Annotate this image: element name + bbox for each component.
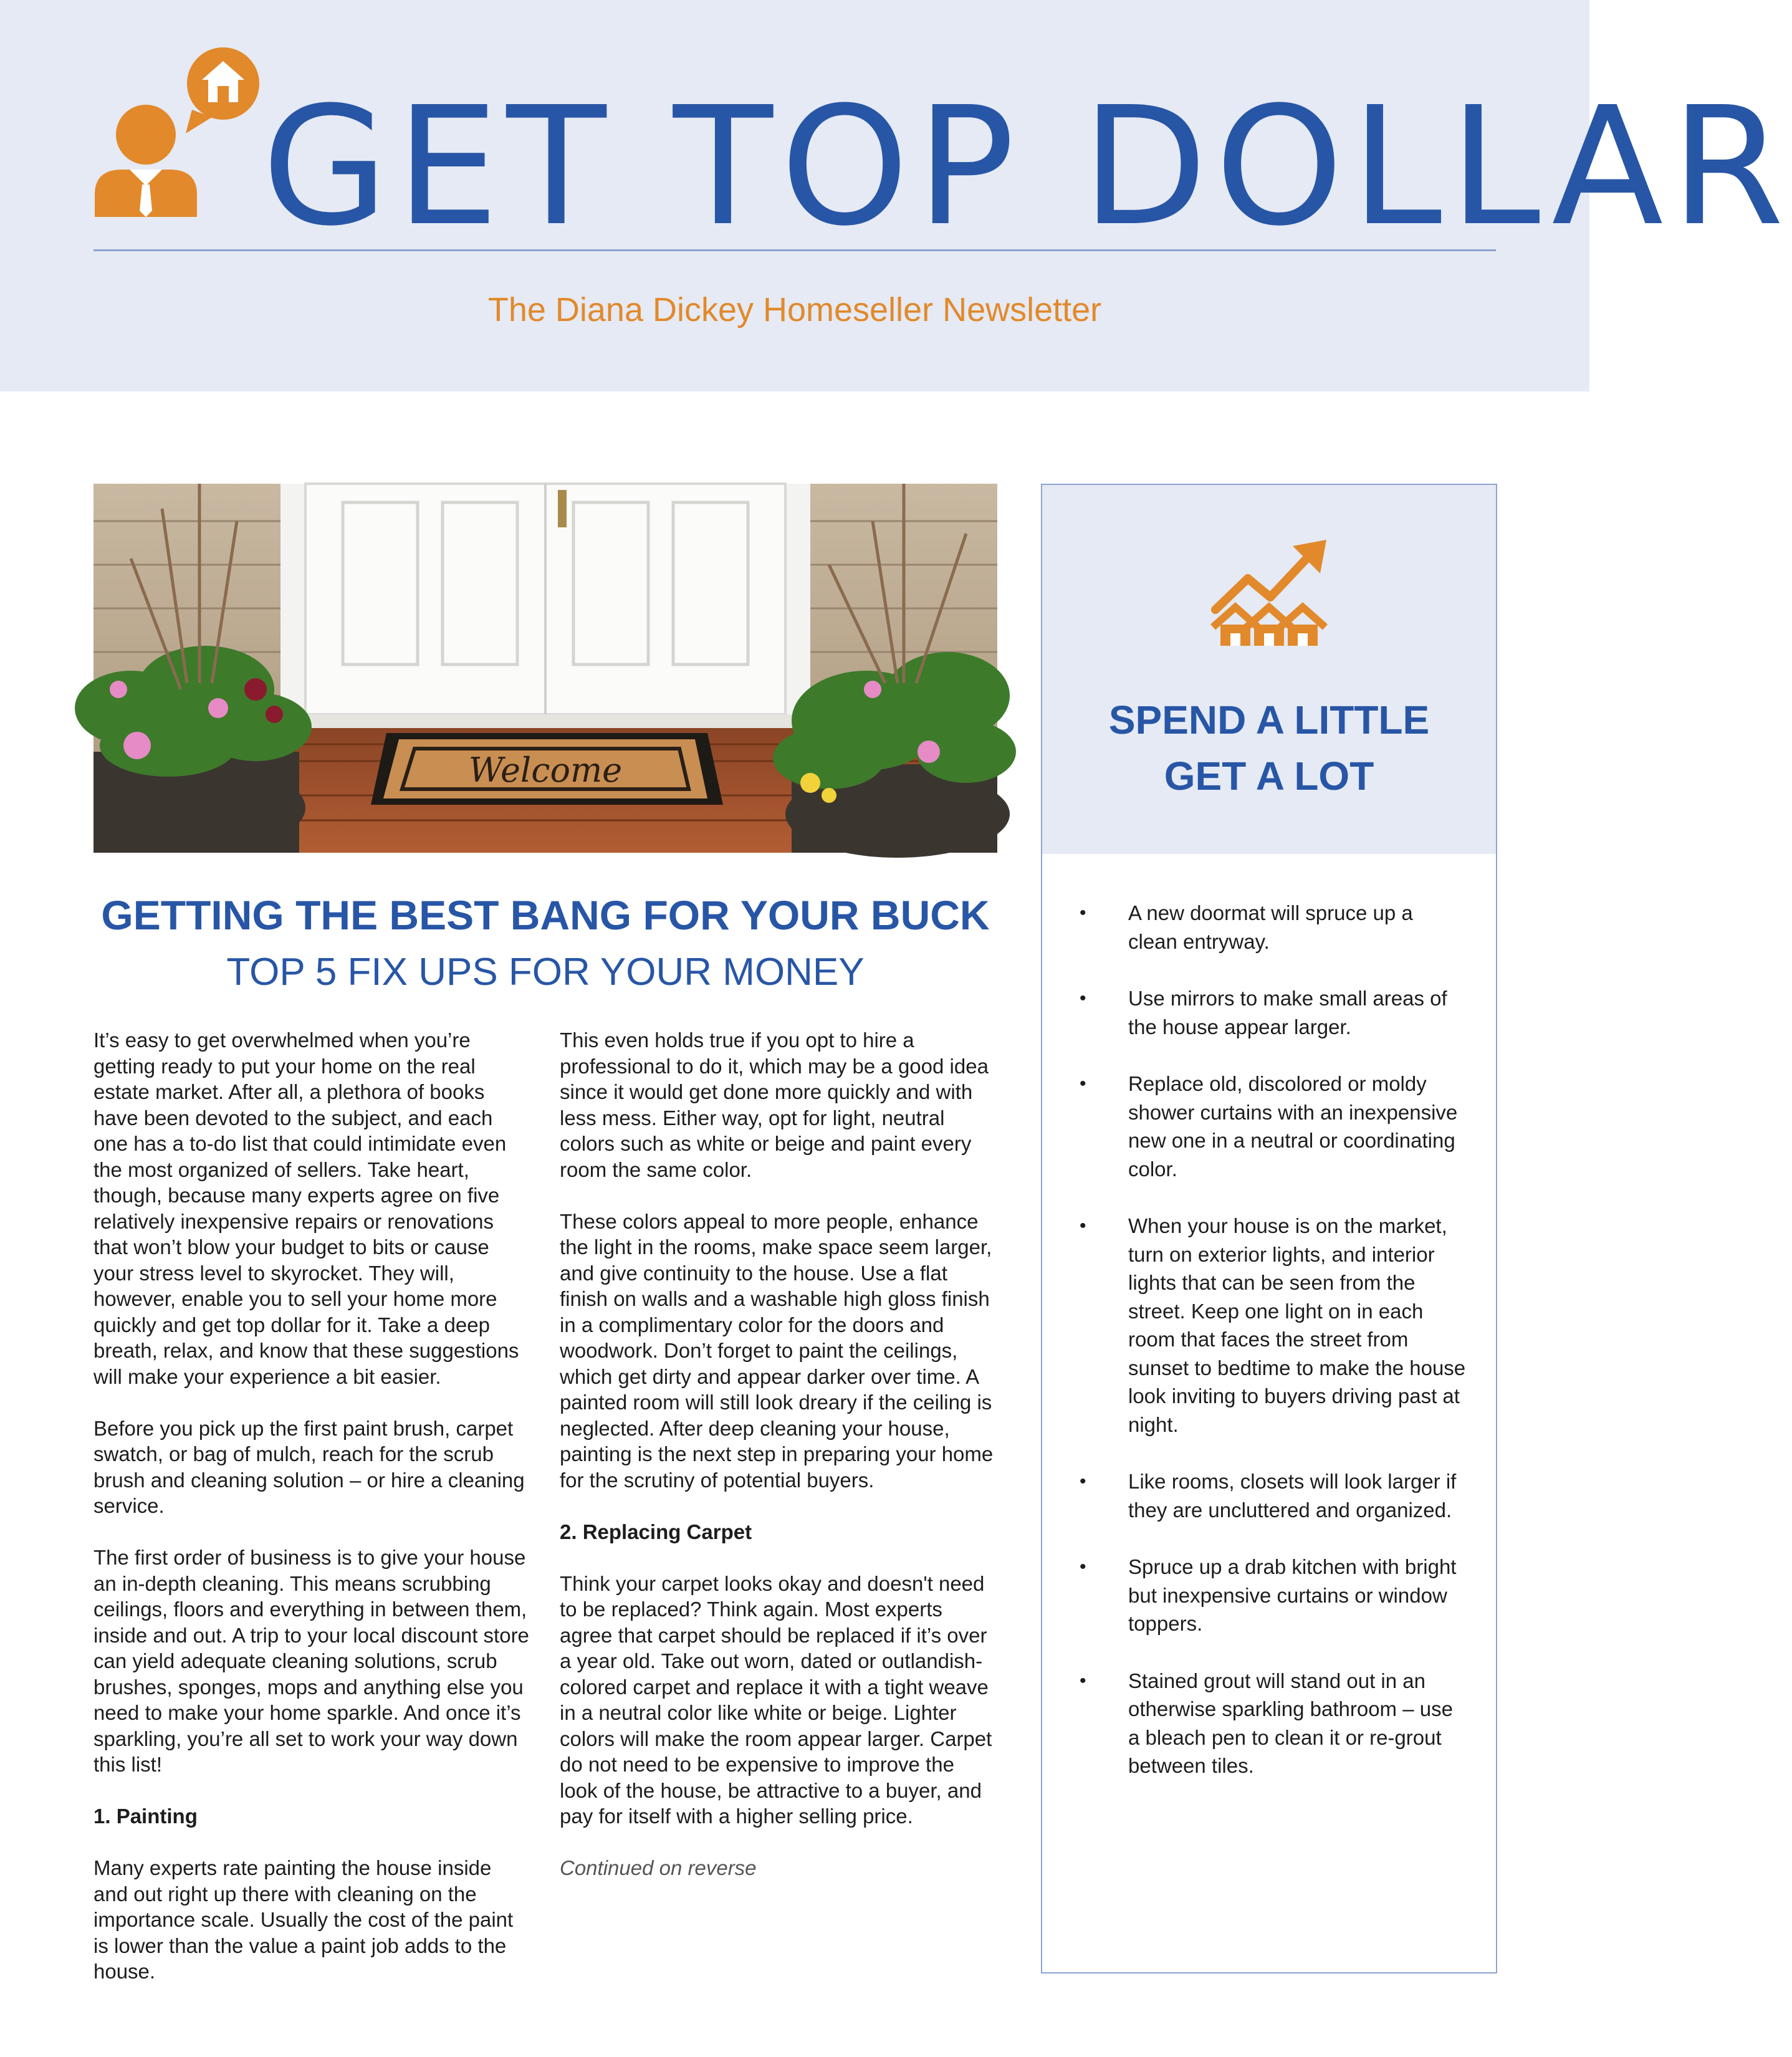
sidebar-header [1042, 485, 1496, 854]
bullet: • [1080, 1073, 1086, 1094]
tip-text: Replace old, discolored or moldy shower curtains with an inexpensive new one in a neutral or coordinating color. [1128, 1072, 1458, 1181]
article-left-column [93, 1027, 530, 2010]
list-item [1080, 1553, 1466, 1638]
header-divider [93, 249, 1496, 251]
tips-sidebar [1041, 484, 1497, 1973]
section-heading-replacing-carpet: 2. Replacing Carpet [560, 1520, 752, 1543]
tip-text: When your house is on the market, turn on exterior lights, and interior lights that can be seen from the street. Keep one light on in each room that faces the street from sunset to bedtime to make the house look inviting to buyers driving past at night. [1128, 1214, 1466, 1436]
list-item [1080, 1070, 1466, 1183]
article-paragraph: Think your carpet looks okay and doesn't need to be replaced? Think again. Most experts agree that carpet should be replaced if it’s over a year old. Take out worn, dated or outlandish-colored carpet and replace it with a tight weave in a neutral color like white or beige. Lighter colors will make the room appear larger. Carpet do not need to be expensive to improve the look of the house, be attractive to a buyer, and pay for itself with a higher selling price. [560, 1571, 992, 1828]
houses-rising-arrow-icon [1210, 540, 1329, 646]
continued-note: Continued on reverse [560, 1856, 757, 1879]
tips-list [1080, 899, 1466, 1809]
newsletter-title: GET TOP DOLLAR [262, 72, 1792, 262]
newsletter-subtitle: The Diana Dickey Homeseller Newsletter [487, 291, 1102, 328]
sidebar-title-line1: SPEND A LITTLE [1108, 698, 1430, 742]
article-subheading: TOP 5 FIX UPS FOR YOUR MONEY [226, 951, 865, 994]
article-heading: GETTING THE BEST BANG FOR YOUR BUCK [101, 892, 990, 938]
tip-text: A new doormat will spruce up a clean entryway. [1128, 901, 1413, 953]
section-heading-painting: 1. Painting [93, 1805, 198, 1828]
tip-text: Spruce up a drab kitchen with bright but inexpensive curtains or window toppers. [1128, 1555, 1457, 1635]
bullet: • [1080, 903, 1086, 923]
article-paragraph: These colors appeal to more people, enhance the light in the rooms, make space seem larger, and give continuity to the house. Use a flat finish on walls and a washable high gloss finish in a complimentary color for the doors and woodwork. Don’t forget to paint the ceilings, which get dirty and appear darker over time. A painted room will still look dreary if the ceiling is neglected. After deep cleaning your house, painting is the next step in preparing your home for the scrutiny of potential buyers. [560, 1209, 994, 1492]
bullet: • [1080, 1471, 1086, 1492]
list-item [1080, 899, 1466, 956]
front-door-welcome-mat-photo [93, 484, 997, 853]
list-item [1080, 1667, 1466, 1780]
article-paragraph: Before you pick up the first paint brush, carpet swatch, or bag of mulch, reach for the scrub brush and cleaning solution – or hire a cleaning service. [93, 1416, 525, 1517]
article-paragraph: The first order of business is to give your house an in-depth cleaning. This means scrubbing ceilings, floors and everything in between them, inside and out. A trip to your local discount store can yield adequate cleaning solutions, scrub brushes, sponges, mops and anything else you need to make your home sparkle. And once it’s sparkling, you’re all set to work your way down this list! [93, 1546, 529, 1776]
tip-text: Use mirrors to make small areas of the house appear larger. [1128, 987, 1447, 1038]
list-item [1080, 1212, 1466, 1439]
newsletter-header [0, 0, 1792, 391]
article-paragraph: It’s easy to get overwhelmed when you’re getting ready to put your home on the real estate market. After all, a plethora of books have been devoted to the subject, and each one has a to-do list that could intimidate even the most organized of sellers. Take heart, though, because many experts agree on five relatively inexpensive repairs or renovations that won’t blow your budget to bits or cause your stress level to skyrocket. They will, however, enable you to sell your home more quickly and get top dollar for it. Take a deep breath, relax, and know that these suggestions will make your experience a bit easier. [93, 1028, 519, 1388]
sidebar-title [1042, 692, 1496, 804]
sidebar-title-line2: GET A LOT [1164, 754, 1374, 798]
tip-text: Stained grout will stand out in an otherwise sparkling bathroom – use a bleach pen to clean it or re-grout between tiles. [1128, 1669, 1453, 1777]
article-paragraph: Many experts rate painting the house inside and out right up there with cleaning on the importance scale. Usually the cost of the paint is lower than the value a paint job adds to the house. [93, 1856, 514, 1983]
person-speech-bubble-house-icon [92, 47, 273, 217]
bullet: • [1080, 1216, 1086, 1236]
list-item [1080, 1467, 1466, 1524]
article-paragraph: This even holds true if you opt to hire a professional to do it, which may be a good idea since it would get done more quickly and with less mess. Either way, opt for light, neutral colors such as white or beige and paint every room the same color. [560, 1028, 989, 1181]
bullet: • [1080, 1670, 1086, 1691]
bullet: • [1080, 1556, 1086, 1577]
article-right-column [560, 1027, 996, 1907]
mat-text: Welcome [468, 750, 623, 790]
list-item [1080, 984, 1466, 1041]
bullet: • [1080, 988, 1086, 1009]
tip-text: Like rooms, closets will look larger if they are uncluttered and organized. [1128, 1470, 1457, 1522]
